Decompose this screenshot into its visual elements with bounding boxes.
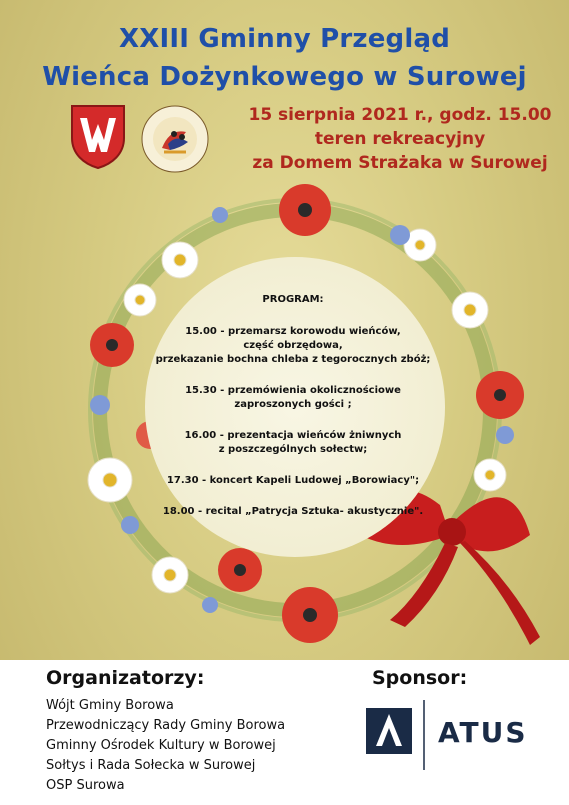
sponsor-name: ATUS — [438, 716, 528, 749]
event-details — [240, 103, 560, 175]
program-item: 16.00 - prezentacja wieńców żniwnych z poszczególnych sołectw; — [184, 430, 402, 455]
organizer-item: Gminny Ośrodek Kultury w Borowej — [46, 738, 276, 753]
organizer-item: OSP Surowa — [46, 778, 125, 793]
sponsor-heading: Sponsor: — [372, 667, 468, 689]
organizers-heading: Organizatorzy: — [46, 667, 205, 689]
organizer-item: Przewodniczący Rady Gminy Borowa — [46, 718, 286, 733]
title-line-1: XXIII Gminny Przegląd — [118, 24, 451, 54]
organizer-item: Wójt Gminy Borowa — [46, 698, 174, 713]
organizer-item: Sołtys i Rada Sołecka w Surowej — [46, 758, 256, 773]
event-place-line-2: za Domem Strażaka w Surowej — [252, 153, 548, 173]
program-item: 17.30 - koncert Kapeli Ludowej „Borowiacy"; — [166, 475, 420, 486]
program-block — [150, 293, 436, 536]
cultural-center-logo-icon — [140, 104, 210, 174]
program-item: 15.00 - przemarsz korowodu wieńców, część obrzędowa, przekazanie bochna chleba z tegorocznych zbóż; — [155, 326, 431, 365]
organizers-list — [46, 696, 285, 796]
program-heading: PROGRAM: — [262, 294, 324, 305]
coat-of-arms-icon — [70, 104, 126, 170]
program-item: 15.30 - przemówienia okolicznościowe zaproszonych gości ; — [185, 385, 401, 410]
event-date: 15 sierpnia 2021 r., godz. 15.00 — [248, 105, 552, 125]
title-line-2: Wieńca Dożynkowego w Surowej — [42, 62, 527, 92]
program-item: 18.00 - recital „Patrycja Sztuka- akustycznie". — [162, 506, 424, 517]
event-place-line-1: teren rekreacyjny — [314, 129, 486, 149]
